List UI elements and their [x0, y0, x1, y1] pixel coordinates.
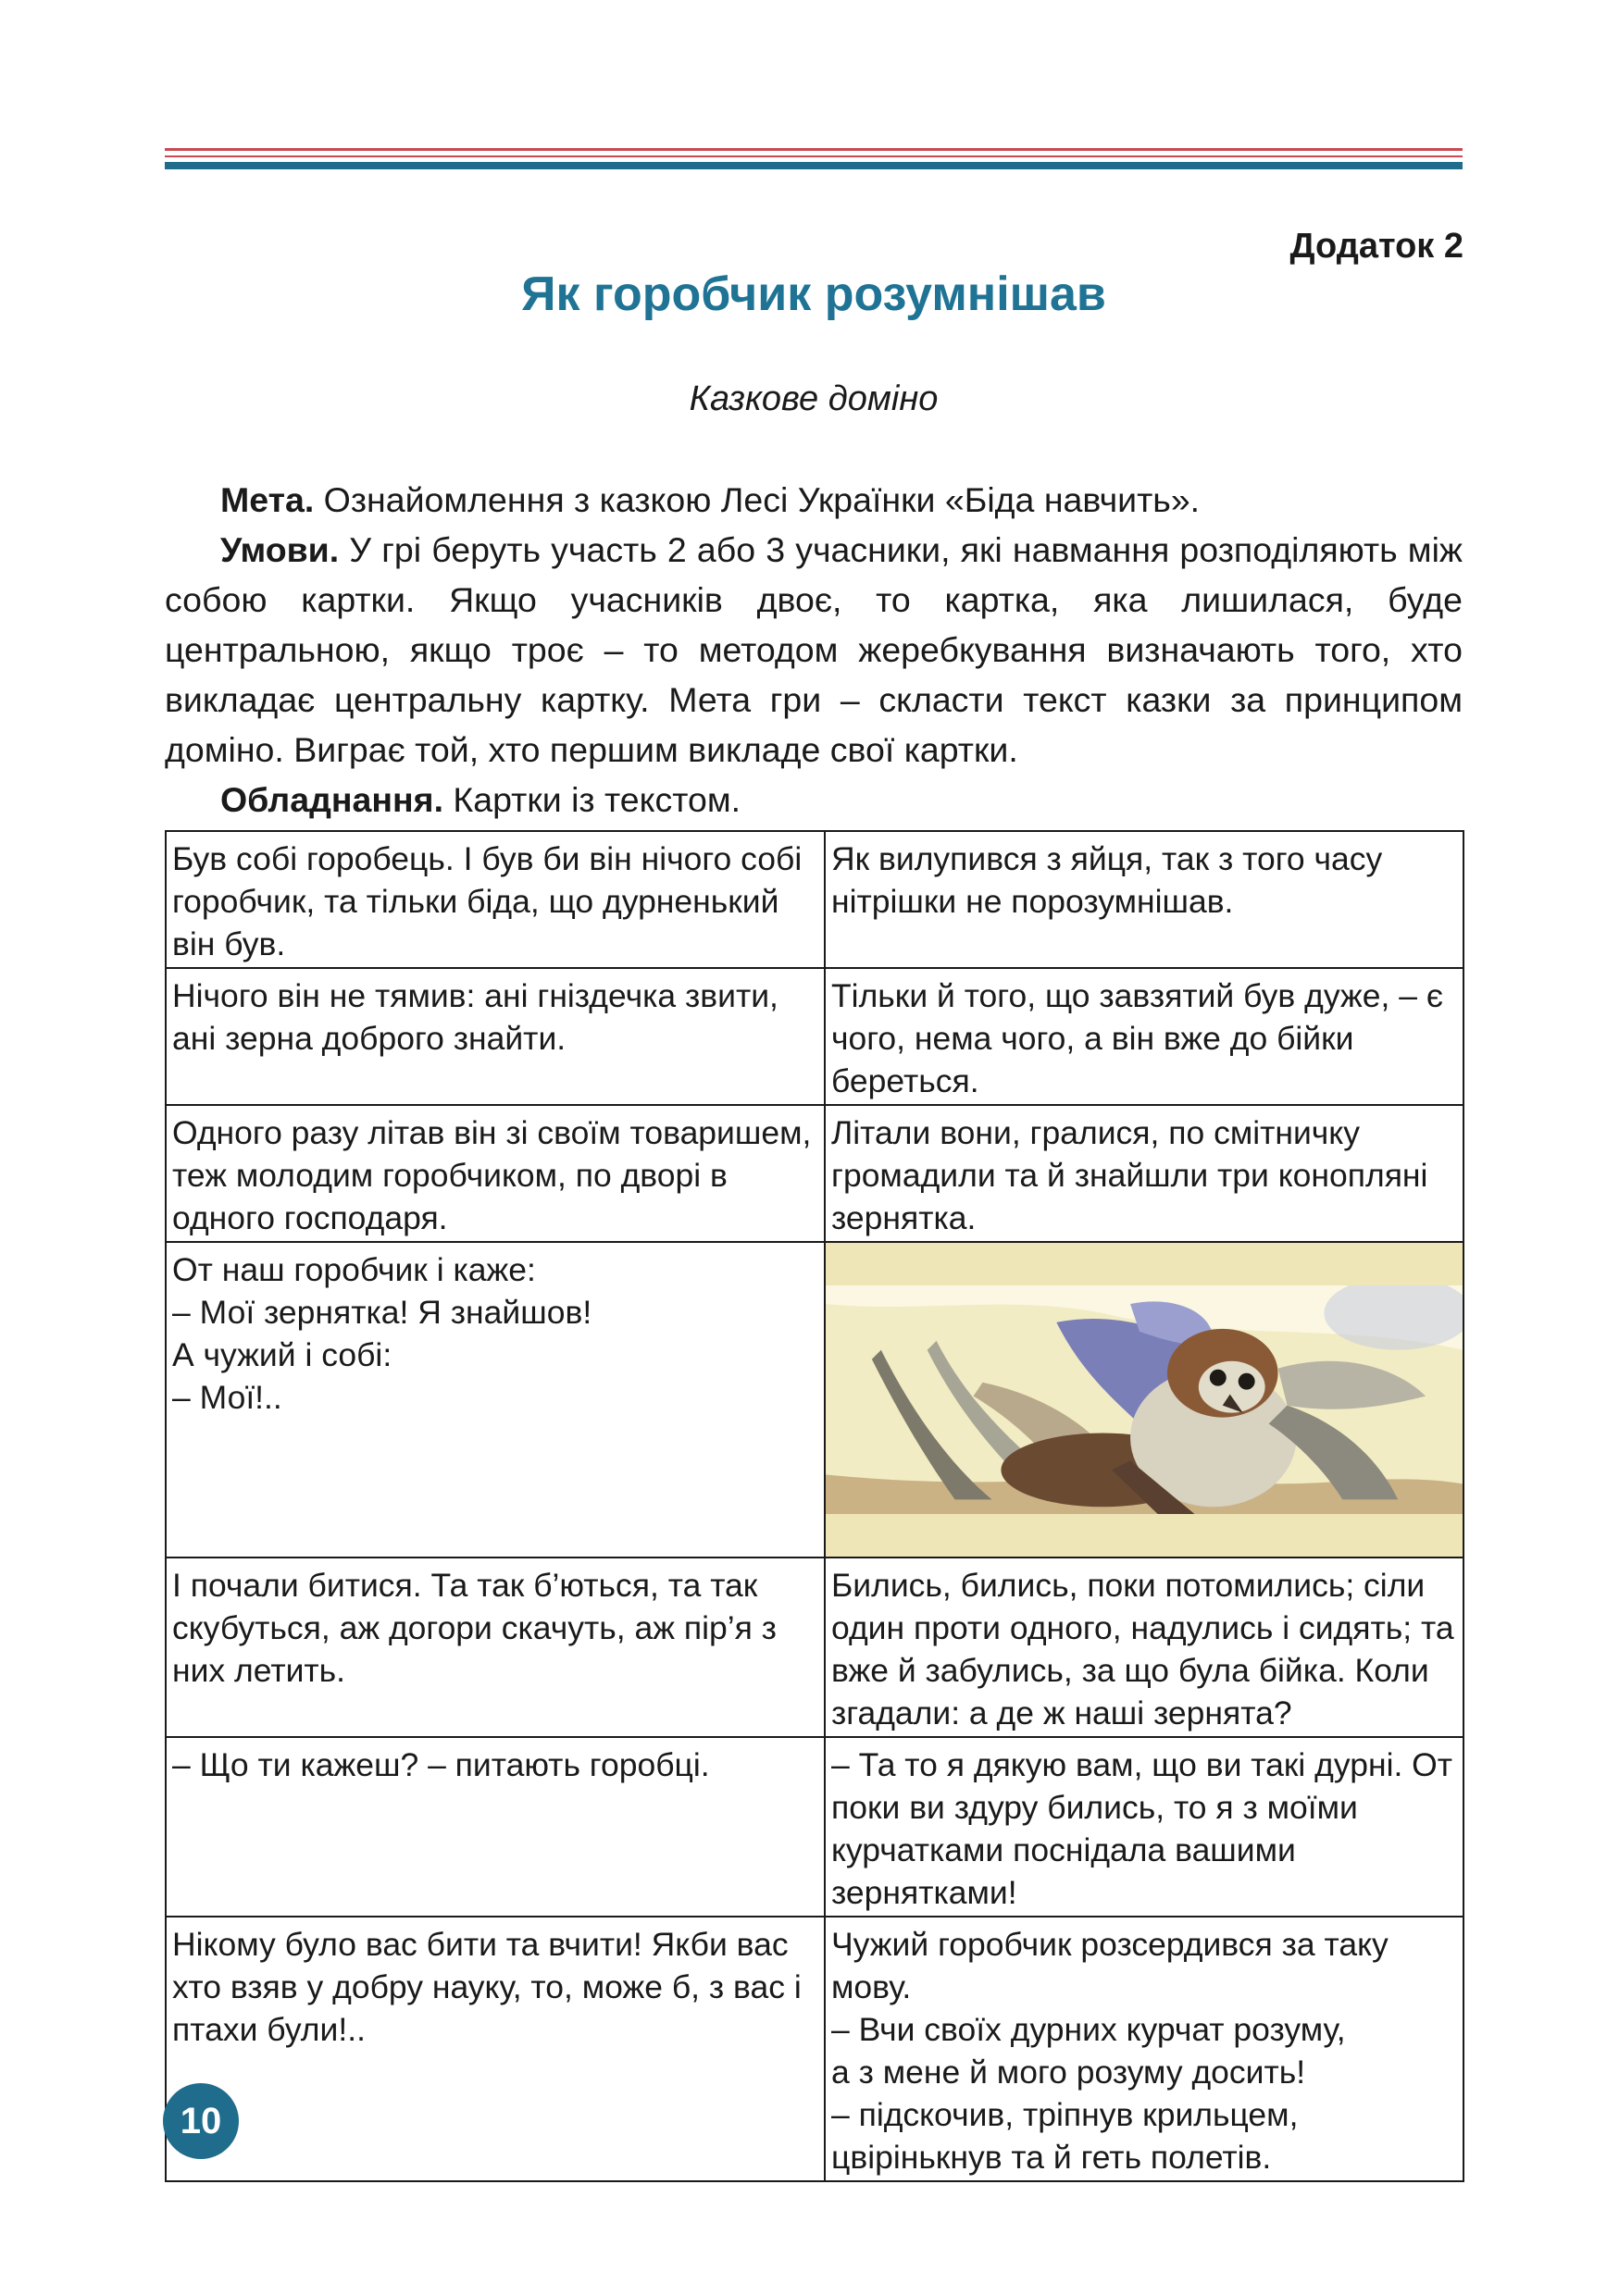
equipment-text: Картки із текстом.	[443, 780, 741, 819]
card-left: Нікому було вас бити та вчити! Якби вас хто взяв у добру науку, то, може б, з вас і птахи були!..	[166, 1917, 825, 2181]
card-row	[166, 831, 1463, 968]
header-rule-red-thin	[165, 155, 1463, 157]
intro-text	[165, 475, 1463, 825]
rules-label: Умови.	[220, 530, 340, 569]
card-left: – Що ти кажеш? – питають горобці.	[166, 1737, 825, 1917]
card-right: Бились, бились, поки потомились; сіли один проти одного, надулись і сидять; та вже й забулись, за що була бійка. Коли згадали: а де ж наші зернята?	[825, 1558, 1463, 1737]
card-left: Одного разу літав він зі своїм товаришем, теж молодим горобчиком, по дворі в одного господаря.	[166, 1105, 825, 1242]
page-title: Як горобчик розумнішав	[521, 267, 1106, 321]
card-left: І почали битися. Та так б’ються, та так скубуться, аж догори скачуть, аж пір’я з них летить.	[166, 1558, 825, 1737]
card-row	[166, 1558, 1463, 1737]
equipment-label: Обладнання.	[220, 780, 443, 819]
goal-paragraph	[165, 475, 1463, 525]
card-left: От наш горобчик і каже: – Мої зернятка! Я знайшов! А чужий і собі: – Мої!..	[166, 1242, 825, 1558]
card-row	[166, 1917, 1463, 2181]
card-illustration	[825, 1242, 1463, 1558]
header-rules	[165, 148, 1463, 169]
card-right: Чужий горобчик розсердився за таку мову. – Вчи своїх дурних курчат розуму, а з мене й мого розуму досить! – підскочив, тріпнув крильцем, цвірінькнув та й геть полетів.	[825, 1917, 1463, 2181]
card-row	[166, 968, 1463, 1105]
card-right: – Та то я дякую вам, що ви такі дурні. От поки ви здуру бились, то я з моїми курчатками поснідала вашими зернятками!	[825, 1737, 1463, 1917]
subtitle: Казкове доміно	[689, 379, 939, 418]
sparrows-fighting-illustration	[826, 1285, 1463, 1514]
rules-text: У грі беруть участь 2 або 3 учасники, які навмання розподіляють між собою картки. Якщо учасників двоє, то картка, яка лишилася, буде центральною, якщо троє – то методом жеребкування визначають того, хто викладає центральну картку. Мета гри – скласти текст казки за принципом доміно. Виграє той, хто першим викладе свої картки.	[165, 530, 1463, 769]
appendix-label: Додаток 2	[1289, 227, 1463, 266]
card-row	[166, 1242, 1463, 1558]
header-rule-red	[165, 148, 1463, 151]
cards-table	[165, 830, 1464, 2182]
page-number-badge: 10	[163, 2083, 239, 2159]
card-row	[166, 1737, 1463, 1917]
header-rule-blue	[165, 162, 1463, 169]
card-right: Літали вони, гралися, по смітничку громадили та й знайшли три конопляні зернятка.	[825, 1105, 1463, 1242]
goal-text: Ознайомлення з казкою Лесі Українки «Біда навчить».	[314, 480, 1201, 519]
card-row	[166, 1105, 1463, 1242]
card-right: Тільки й того, що завзятий був дуже, – є чого, нема чого, а він вже до бійки береться.	[825, 968, 1463, 1105]
rules-paragraph	[165, 525, 1463, 775]
equipment-paragraph	[165, 775, 1463, 825]
goal-label: Мета.	[220, 480, 315, 519]
card-left: Нічого він не тямив: ані гніздечка звити, ані зерна доброго знайти.	[166, 968, 825, 1105]
card-right: Як вилупився з яйця, так з того часу нітрішки не порозумнішав.	[825, 831, 1463, 968]
card-left: Був собі горобець. І був би він нічого собі горобчик, та тільки біда, що дурненький він був.	[166, 831, 825, 968]
